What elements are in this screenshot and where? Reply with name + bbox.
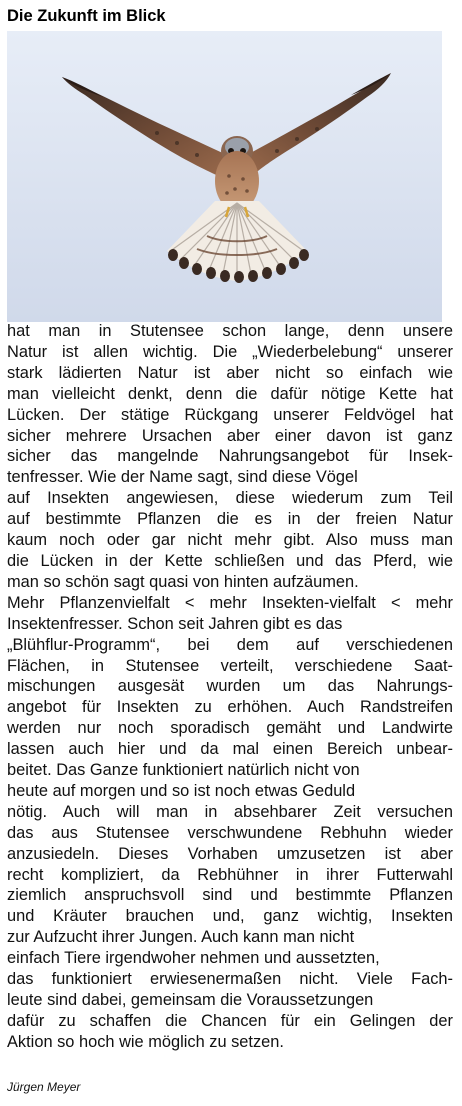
body-line: sicher mehrere Ursachen aber einer davon ist ganz <box>7 426 453 445</box>
body-line: Flächen, in Stutensee verteilt, verschiedene Saat- <box>7 656 453 675</box>
body-line: ziemlich anspruchsvoll sind und bestimmte Pflanzen <box>7 886 453 905</box>
body-line: beitet. Das Ganze funktioniert natürlich nicht von <box>7 761 360 780</box>
article-body <box>7 321 453 1053</box>
body-line: hat man in Stutensee schon lange, denn unsere <box>7 322 453 340</box>
kestrel-photo <box>7 31 442 322</box>
body-line: tenfresser. Wie der Name sagt, sind diese Vögel <box>7 468 358 487</box>
body-line: Aktion so hoch wie möglich zu setzen. <box>7 1032 284 1051</box>
body-line: kaum noch oder gar nicht mehr gibt. Also muss man <box>7 531 453 550</box>
body-line: das funktioniert erwiesenermaßen nicht. Viele Fach- <box>7 970 453 989</box>
body-line: nötig. Auch will man in absehbarer Zeit versuchen <box>7 802 453 821</box>
body-line: leute sind dabei, gemeinsam die Voraussetzungen <box>7 991 374 1009</box>
body-line: werden nur noch sporadisch gemäht und Landwirte <box>7 719 453 738</box>
body-line: anzusiedeln. Dieses Vorhaben umzusetzen ist aber <box>7 844 453 863</box>
body-line: dafür zu schaffen die Chancen für ein Gelingen der <box>7 1011 453 1030</box>
body-line: Insektenfresser. Schon seit Jahren gibt es das <box>7 614 343 633</box>
body-line: auf bestimmte Pflanzen die es in der freien Natur <box>7 510 453 529</box>
body-line: sicher das mangelnde Nahrungsangebot für Insek- <box>7 447 453 466</box>
body-line: Mehr Pflanzenvielfalt < mehr Insekten-vielfalt < mehr <box>7 593 453 612</box>
body-line: auf Insekten angewiesen, diese wiederum zum Teil <box>7 489 453 508</box>
body-line: heute auf morgen und so ist noch etwas Geduld <box>7 781 356 800</box>
body-line: „Blühflur-Programm“, bei dem auf verschiedenen <box>7 635 453 654</box>
body-line: und Kräuter brauchen und, ganz wichtig, Insekten <box>7 907 453 926</box>
body-line: man vielleicht denkt, denn die dafür nötige Kette hat <box>7 384 453 403</box>
body-line: recht kompliziert, da Rebhühner in ihrer Futterwahl <box>7 865 453 884</box>
body-line: einfach Tiere irgendwoher nehmen und aussetzten, <box>7 949 380 968</box>
body-line: lassen auch hier und da mal einen Bereich unbear- <box>7 740 453 759</box>
body-line: mischungen ausgesät wurden um das Nahrungs- <box>7 677 453 696</box>
body-line: das aus Stutensee verschwundene Rebhuhn wieder <box>7 823 453 842</box>
headline: Die Zukunft im Blick <box>7 7 166 25</box>
body-line: zur Aufzucht ihrer Jungen. Auch kann man nicht <box>7 928 355 947</box>
body-line: stark lädierten Natur ist aber nicht so einfach wie <box>7 363 453 382</box>
body-line: angebot für Insekten zu erhöhen. Auch Randstreifen <box>7 698 453 717</box>
body-line: Natur ist allen wichtig. Die „Wiederbelebung“ unserer <box>7 342 453 361</box>
body-line: man so schön sagt quasi von hinten aufzäumen. <box>7 572 359 591</box>
author-byline: Jürgen Meyer <box>7 1080 81 1094</box>
body-line: Lücken. Der stätige Rückgang unserer Feldvögel hat <box>7 405 453 424</box>
body-line: die Lücken in der Kette schließen und das Pferd, wie <box>7 551 453 570</box>
